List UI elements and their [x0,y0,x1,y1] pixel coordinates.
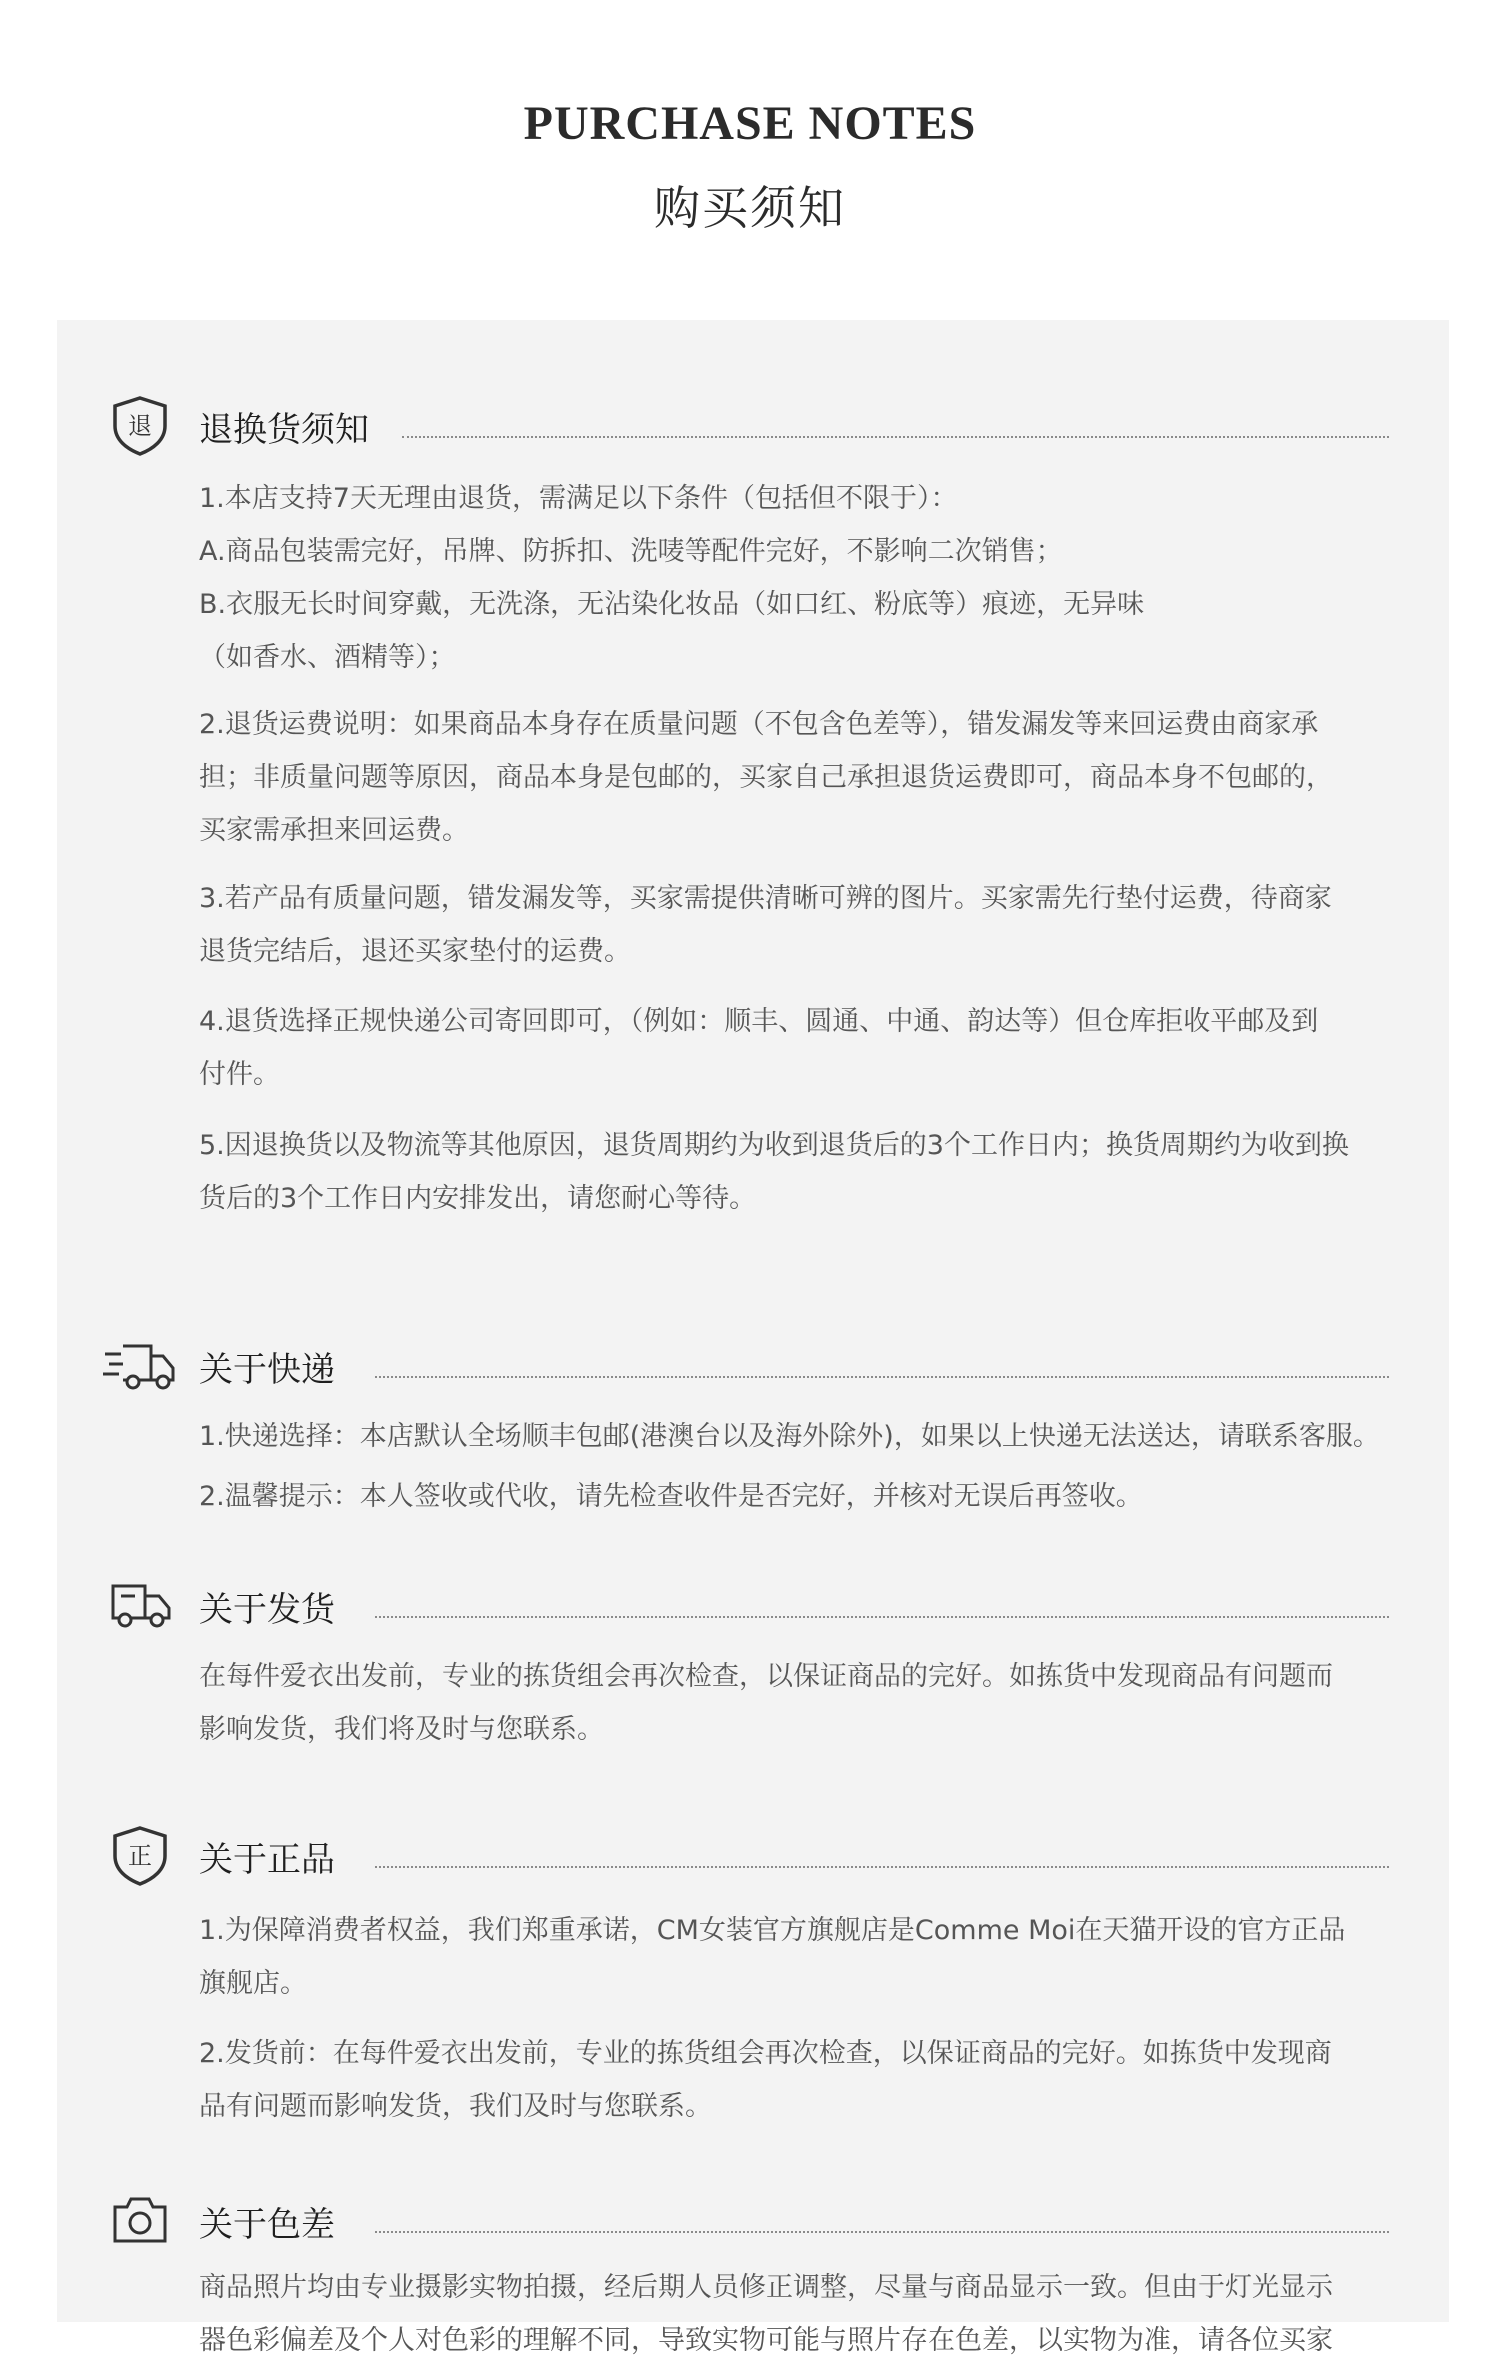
return-shield-icon [107,392,173,458]
page-title-cn: 购买须知 [654,181,846,235]
section-title: 退换货须知 [199,410,369,450]
text-line: 退货完结后，退还买家垫付的运费。 [199,936,631,967]
page-header [0,0,1500,320]
paragraph [199,1650,1449,1756]
paragraph [199,1119,1449,1225]
paragraph [199,472,1449,684]
text-line: 品有问题而影响发货，我们及时与您联系。 [199,2091,712,2122]
paragraph [199,1904,1449,2010]
text-line: 5.因退换货以及物流等其他原因，退货周期约为收到退货后的3个工作日内；换货周期约为收到换 [199,1130,1349,1161]
section-title: 关于正品 [199,1840,335,1880]
text-line: 旗舰店。 [199,1968,307,1999]
text-line: 影响发货，我们将及时与您联系。 [199,1714,604,1745]
authentic-shield-icon [107,1822,173,1888]
svg-text:正: 正 [128,1842,152,1870]
svg-text:退: 退 [128,412,152,440]
divider [375,1616,1389,1618]
notes-panel [57,320,1449,2356]
delivery-truck-icon [101,1332,177,1398]
text-line: 付件。 [199,1059,280,1090]
section-title: 关于快递 [199,1350,335,1390]
section-header [57,1820,1449,1890]
divider [402,436,1389,438]
text-line: 1.快递选择：本店默认全场顺丰包邮(港澳台以及海外除外)，如果以上快递无法送达，请联系客服。 [199,1421,1380,1452]
text-line: 1.为保障消费者权益，我们郑重承诺，CM女装官方旗舰店是Comme Moi在天猫开设的官方正品 [199,1915,1346,1946]
paragraph [199,995,1449,1101]
section-header [57,2185,1449,2255]
text-line: 2.退货运费说明：如果商品本身存在质量问题（不包含色差等），错发漏发等来回运费由商家承 [199,709,1319,740]
divider [375,1866,1389,1868]
paragraph [199,698,1449,857]
text-line: 器色彩偏差及个人对色彩的理解不同，导致实物可能与照片存在色差，以实物为准，请各位买家 [199,2325,1333,2356]
section-title: 关于发货 [199,1590,335,1630]
divider [375,2231,1389,2233]
text-line: B.衣服无长时间穿戴，无洗涤，无沾染化妆品（如口红、粉底等）痕迹，无异味 [199,589,1145,620]
text-line: 4.退货选择正规快递公司寄回即可，（例如：顺丰、圆通、中通、韵达等）但仓库拒收平邮及到 [199,1006,1319,1037]
section-title: 关于色差 [199,2205,335,2245]
page-title-en: PURCHASE NOTES [523,97,977,150]
camera-icon [107,2187,173,2253]
paragraph [199,2261,1449,2367]
text-line: （如香水、酒精等）； [199,642,456,673]
text-line: 货后的3个工作日内安排发出，请您耐心等待。 [199,1183,757,1214]
paragraph [199,1410,1449,1463]
text-line: 2.温馨提示：本人签收或代收，请先检查收件是否完好，并核对无误后再签收。 [199,1481,1143,1512]
section-header [57,390,1449,460]
text-line: 2.发货前：在每件爱衣出发前，专业的拣货组会再次检查，以保证商品的完好。如拣货中发现商 [199,2038,1332,2069]
paragraph [199,872,1449,978]
text-line: A.商品包装需完好，吊牌、防拆扣、洗唛等配件完好，不影响二次销售； [199,536,1063,567]
shipping-truck-icon [107,1572,173,1638]
text-line: 在每件爱衣出发前，专业的拣货组会再次检查，以保证商品的完好。如拣货中发现商品有问题而 [199,1661,1333,1692]
text-line: 1.本店支持7天无理由退货，需满足以下条件（包括但不限于）： [199,483,958,514]
text-line: 担；非质量问题等原因，商品本身是包邮的，买家自己承担退货运费即可，商品本身不包邮的， [199,762,1333,793]
paragraph [199,2027,1449,2133]
paragraph [199,1470,1449,1523]
text-line: 3.若产品有质量问题，错发漏发等，买家需提供清晰可辨的图片。买家需先行垫付运费，待商家 [199,883,1332,914]
divider [375,1376,1389,1378]
text-line: 商品照片均由专业摄影实物拍摄，经后期人员修正调整，尽量与商品显示一致。但由于灯光显示 [199,2272,1333,2303]
section-header [57,1330,1449,1400]
section-header [57,1570,1449,1640]
text-line: 买家需承担来回运费。 [199,815,469,846]
